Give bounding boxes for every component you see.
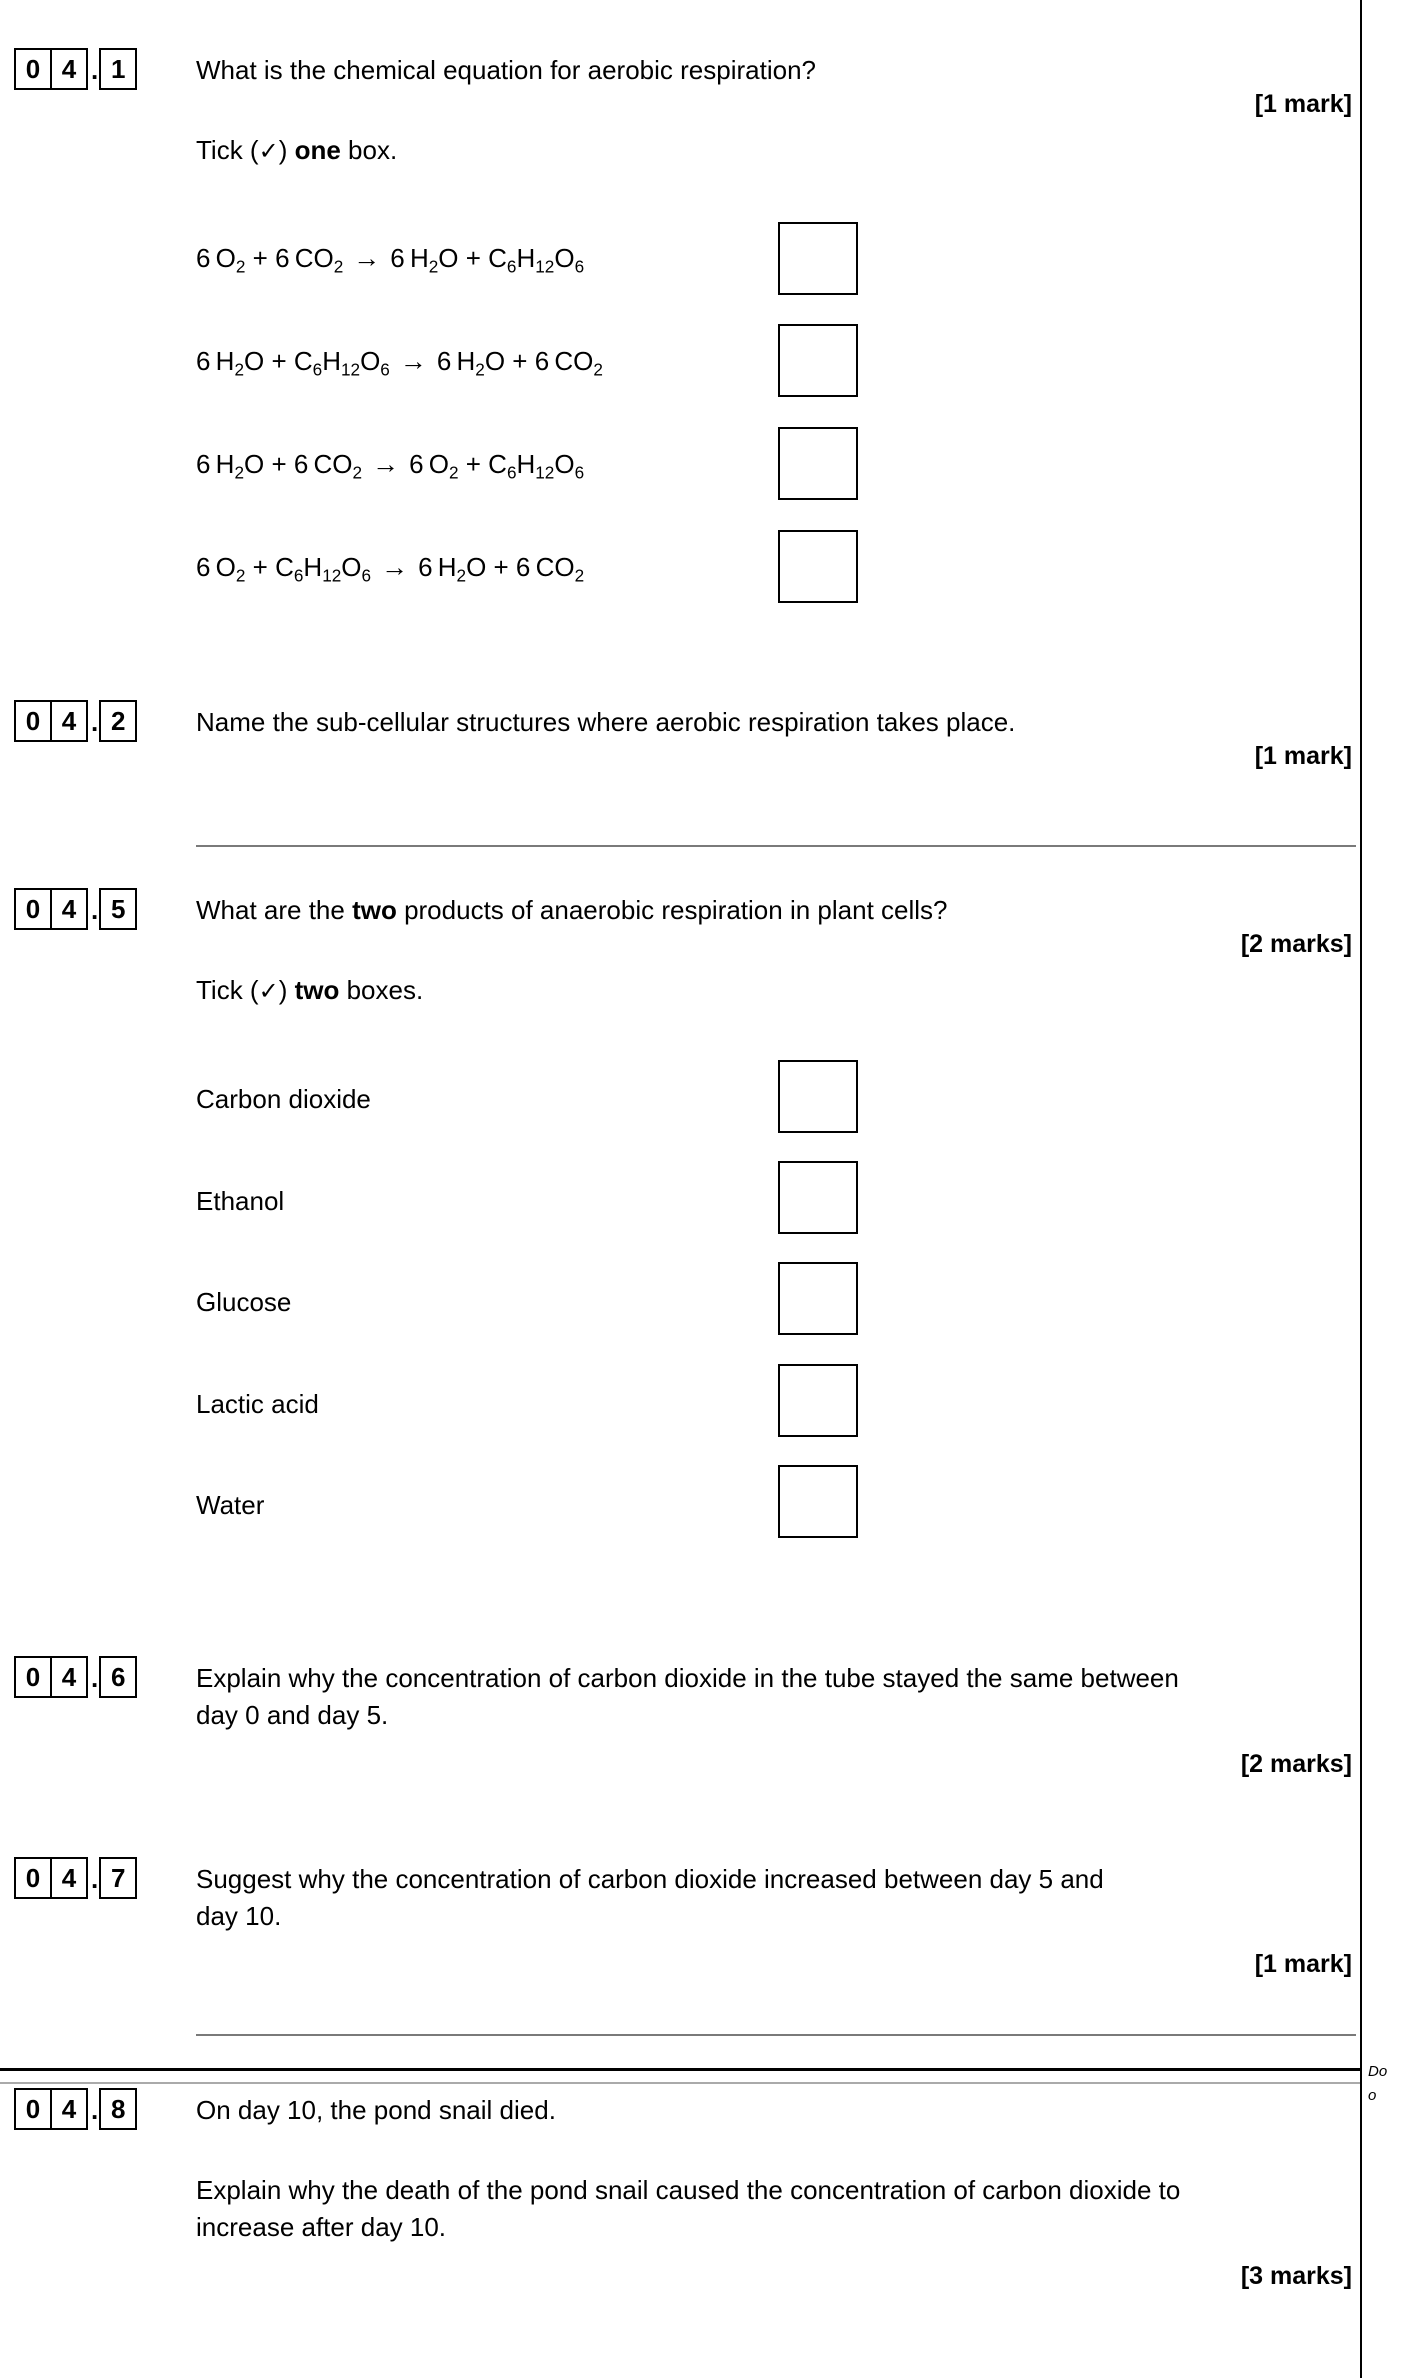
reaction-arrow-icon: → [372,449,400,479]
question-number-04-6 [14,1656,137,1698]
question-stem-04-8-line1: On day 10, the pond snail died. [196,2095,556,2125]
tickbox-carbon-dioxide[interactable] [778,1060,858,1133]
margin-divider [1360,0,1362,2378]
reaction-arrow-icon: → [381,552,409,582]
qnum-digit-1: 0 [14,1656,52,1698]
question-stem-04-7-line2: day 10. [196,1901,282,1931]
tickbox-equation-3[interactable] [778,427,858,500]
marks-04-1: [1 mark] [1254,90,1352,118]
qnum-digit-2: 4 [50,1857,88,1899]
reaction-arrow-icon: → [399,346,427,376]
tickbox-equation-1[interactable] [778,222,858,295]
question-stem-04-8-line2: Explain why the death of the pond snail caused the concentration of carbon dioxide to [196,2175,1181,2205]
equation-option-1: 6 $O_2 + 6$ $CO_2 \to 6$ $H_2O + C_6H_{12}O_6$ [196,243,585,277]
answer-line-04-2 [196,845,1356,847]
tick-instruction-mid: ) [278,975,295,1005]
tickbox-equation-2[interactable] [778,324,858,397]
stem-bold: two [352,895,397,925]
tick-instruction-bold: two [294,975,340,1005]
tick-instruction-pre: Tick ( [196,975,259,1005]
question-stem-04-1: What is the chemical equation for aerobic respiration? [196,55,816,85]
qnum-dot: . [91,1663,99,1694]
question-number-04-5 [14,888,137,930]
question-stem-04-5 [196,892,1336,929]
stem-post: products of anaerobic respiration in plant cells? [396,895,948,925]
question-number-04-7 [14,1857,137,1899]
equation-option-2: 6 $H_2O + C_6H_{12}O_6 \to 6$ $H_2O + 6$ $CO_2$ [196,346,603,380]
qnum-digit-3: 5 [99,888,137,930]
qnum-digit-2: 4 [50,48,88,90]
question-stem-04-6-line2: day 0 and day 5. [196,1700,389,1730]
qnum-digit-2: 4 [50,888,88,930]
tickbox-water[interactable] [778,1465,858,1538]
tick-instruction-pre: Tick ( [196,135,259,165]
question-number-04-1 [14,48,137,90]
qnum-dot: . [91,707,99,738]
answer-line-04-7 [196,2034,1356,2036]
qnum-digit-1: 0 [14,1857,52,1899]
qnum-dot: . [91,55,99,86]
stem-pre: What are the [196,895,353,925]
qnum-dot: . [91,1864,99,1895]
option-label-lactic-acid: Lactic acid [196,1389,319,1419]
section-divider-light [0,2082,1360,2084]
qnum-digit-3: 1 [99,48,137,90]
qnum-digit-2: 4 [50,1656,88,1698]
tick-instruction-post: boxes. [339,975,424,1005]
tickbox-equation-4[interactable] [778,530,858,603]
qnum-digit-2: 4 [50,700,88,742]
tickbox-ethanol[interactable] [778,1161,858,1234]
tick-instruction-bold: one [294,135,341,165]
qnum-digit-1: 0 [14,48,52,90]
qnum-dot: . [91,895,99,926]
marks-04-7: [1 mark] [1254,1950,1352,1978]
reaction-arrow-icon: → [353,243,381,273]
qnum-digit-3: 2 [99,700,137,742]
qnum-digit-1: 0 [14,2088,52,2130]
qnum-digit-3: 6 [99,1656,137,1698]
tick-icon: ✓ [258,978,279,1005]
tick-instruction-mid: ) [278,135,295,165]
margin-note-line2: o [1368,2087,1377,2104]
option-label-carbon-dioxide: Carbon dioxide [196,1084,371,1114]
qnum-digit-1: 0 [14,888,52,930]
question-stem-04-6-line1: Explain why the concentration of carbon dioxide in the tube stayed the same between [196,1663,1179,1693]
qnum-digit-3: 8 [99,2088,137,2130]
option-label-glucose: Glucose [196,1287,292,1317]
tick-instruction-04-1 [196,132,397,169]
question-stem-04-8-line3: increase after day 10. [196,2212,447,2242]
question-number-04-8 [14,2088,137,2130]
equation-option-3: 6 $H_2O + 6$ $CO_2 \to 6$ $O_2 + C_6H_{12}O_6$ [196,449,585,483]
tick-instruction-post: box. [340,135,398,165]
option-label-ethanol: Ethanol [196,1186,285,1216]
qnum-digit-1: 0 [14,700,52,742]
marks-04-2: [1 mark] [1254,742,1352,770]
qnum-dot: . [91,2095,99,2126]
equation-option-4: 6 $O_2 + C_6H_{12}O_6 \to 6$ $H_2O + 6$ $CO_2$ [196,552,585,586]
tickbox-lactic-acid[interactable] [778,1364,858,1437]
tick-icon: ✓ [258,138,279,165]
margin-note-line1: Do [1368,2063,1388,2080]
marks-04-6: [2 marks] [1240,1750,1352,1778]
question-stem-04-2: Name the sub-cellular structures where aerobic respiration takes place. [196,707,1016,737]
option-label-water: Water [196,1490,265,1520]
marks-04-8: [3 marks] [1240,2262,1352,2290]
question-stem-04-7-line1: Suggest why the concentration of carbon dioxide increased between day 5 and [196,1864,1104,1894]
qnum-digit-2: 4 [50,2088,88,2130]
tickbox-glucose[interactable] [778,1262,858,1335]
tick-instruction-04-5 [196,972,423,1009]
question-number-04-2 [14,700,137,742]
section-divider [0,2068,1360,2071]
marks-04-5: [2 marks] [1240,930,1352,958]
qnum-digit-3: 7 [99,1857,137,1899]
